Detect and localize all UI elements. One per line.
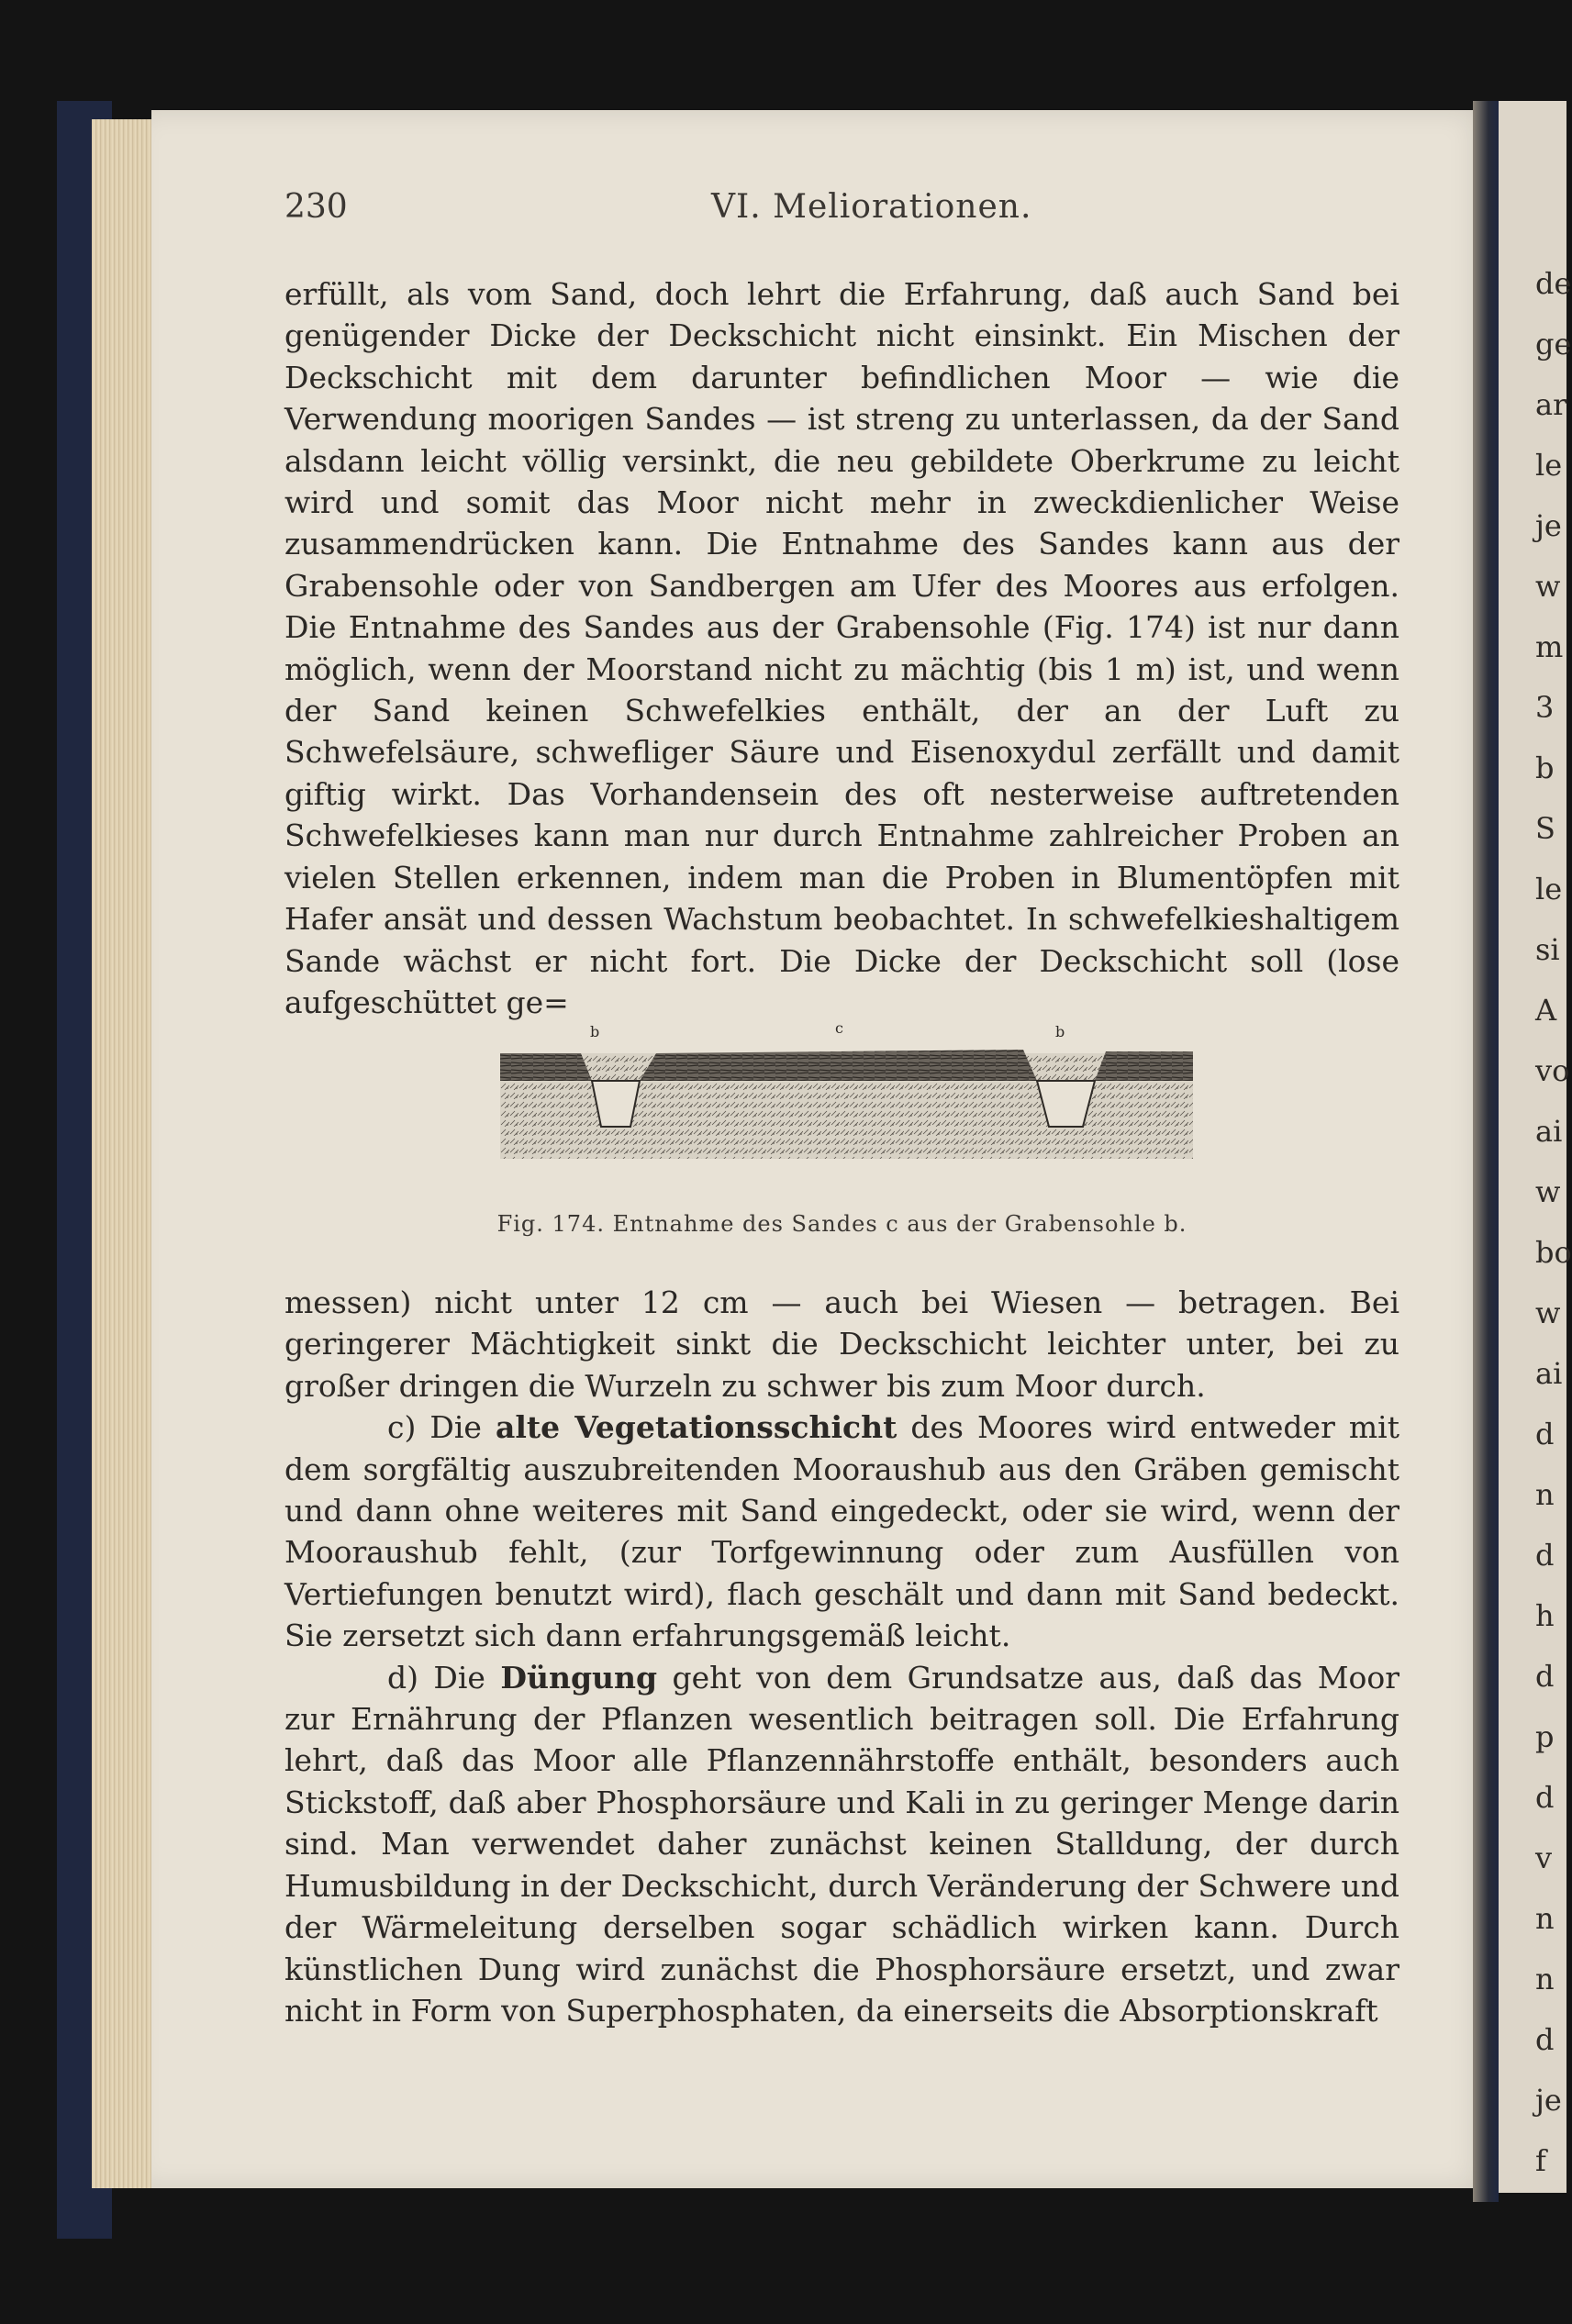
facing-page-text-fragment: p [1535, 1719, 1555, 1754]
paragraph-prefix: c) Die [387, 1409, 496, 1446]
facing-page-text-fragment: d [1535, 1780, 1555, 1815]
facing-page-text-fragment: si [1535, 932, 1560, 967]
facing-page-text-fragment: 3 [1535, 690, 1555, 725]
facing-page-text-fragment: n [1535, 1962, 1555, 1996]
facing-page-text-fragment: n [1535, 1901, 1555, 1936]
facing-page-text-fragment: d [1535, 1417, 1555, 1451]
label-b-left: b [590, 1023, 600, 1040]
facing-page-text-fragment: h [1535, 1598, 1555, 1633]
facing-page-text-fragment: de [1535, 266, 1572, 301]
facing-page-text-fragment: n [1535, 1477, 1555, 1512]
facing-page-text-fragment: ai [1535, 1114, 1563, 1149]
ditch-left [592, 1081, 640, 1127]
text-block-lower [284, 1282, 1399, 2031]
label-b-right: b [1055, 1023, 1065, 1040]
page-number: 230 [284, 188, 348, 226]
paragraph-d [284, 1657, 1399, 2032]
facing-page-text-fragment: w [1535, 1174, 1561, 1209]
facing-page-text-fragment: je [1535, 2083, 1562, 2118]
book-gutter [1473, 101, 1499, 2202]
facing-page-text-fragment: f [1535, 2143, 1546, 2178]
paragraph-body: des Moores wird entweder mit dem sorgfältig auszubreitenden Mooraushub aus den Gräben gemischt und dann ohne weiteres mit Sand eingedeckt, oder sie wird, wenn der Mooraushub fehlt, (zur Torfgewinnung oder zum Ausfüllen von Vertiefungen benutzt wird), flach geschält und dann mit Sand bedeckt. Sie zersetzt sich dann erfahrungsgemäß leicht. [284, 1409, 1399, 1654]
facing-page-text-fragment: d [1535, 1659, 1555, 1694]
facing-page-text-fragment: w [1535, 1295, 1561, 1330]
facing-page-text-fragment: S [1535, 811, 1555, 846]
text-block-upper [284, 273, 1399, 1023]
figure-grabensohle-diagram [500, 1017, 1193, 1191]
facing-page-text-fragment: vo [1535, 1053, 1570, 1088]
bold-term: alte Vegetationsschicht [496, 1409, 897, 1446]
bold-term: Düngung [500, 1659, 658, 1696]
facing-page-text-fragment: b [1535, 751, 1555, 785]
facing-page-text-fragment: ai [1535, 1356, 1563, 1391]
peat-layer-middle [640, 1050, 1037, 1081]
facing-page-text-fragment: d [1535, 1538, 1555, 1573]
facing-page-text-fragment: v [1535, 1840, 1553, 1875]
peat-layer-left [500, 1053, 592, 1081]
paragraph: messen) nicht unter 12 cm — auch bei Wiesen — betragen. Bei geringerer Mächtigkeit sinkt die Deckschicht leichter unter, bei zu großer dringen die Wurzeln zu schwer bis zum Moor durch. [284, 1284, 1399, 1404]
page-stack-edge [92, 119, 156, 2188]
paragraph-prefix: d) Die [387, 1659, 501, 1696]
figure-caption: Fig. 174. Entnahme des Sandes c aus der Grabensohle b. [496, 1211, 1187, 1237]
facing-page-text-fragment: bo [1535, 1235, 1572, 1270]
page-header [284, 188, 1399, 234]
facing-page-text-fragment: m [1535, 629, 1564, 664]
facing-page-text-fragment: w [1535, 569, 1561, 604]
paragraph-body: geht von dem Grundsatze aus, daß das Moor zur Ernährung der Pflanzen wesentlich beitragen soll. Die Erfahrung lehrt, daß das Moor alle Pflanzennährstoffe enthält, besonders auch Stickstoff, daß aber Phosphorsäure und Kali in zu geringer Menge darin sind. Man verwendet daher zunächst keinen Stalldung, der durch Humusbildung in der Deckschicht, durch Veränderung der Schwere und der Wärmeleitung derselben sogar schädlich wirken kann. Durch künstlichen Dung wird zunächst die Phosphorsäure ersetzt, und zwar nicht in Form von Superphosphaten, da einerseits die Absorptionskraft [284, 1659, 1399, 2029]
facing-page-text-fragment: le [1535, 448, 1563, 483]
facing-page-text-fragment: le [1535, 872, 1563, 906]
peat-layer-right [1095, 1051, 1193, 1081]
paragraph-c [284, 1407, 1399, 1656]
facing-page-text-fragment: je [1535, 508, 1562, 543]
running-title: VI. Meliorationen. [711, 188, 1032, 226]
facing-page-text-fragment: ge [1535, 327, 1572, 361]
facing-page-fragment [1499, 101, 1572, 2193]
paragraph: erfüllt, als vom Sand, doch lehrt die Erfahrung, daß auch Sand bei genügender Dicke der Deckschicht nicht einsinkt. Ein Mischen der Deckschicht mit dem darunter befindlichen Moor — wie die Verwendung moorigen Sandes — ist streng zu unterlassen, da der Sand alsdann leicht völlig versinkt, die neu gebildete Oberkrume zu leicht wird und somit das Moor nicht mehr in zweckdienlicher Weise zusammendrücken kann. Die Entnahme des Sandes kann aus der Grabensohle oder von Sandbergen am Ufer des Moores aus erfolgen. Die Entnahme des Sandes aus der Grabensohle (Fig. 174) ist nur dann möglich, wenn der Moorstand nicht zu mächtig (bis 1 m) ist, und wenn der Sand keinen Schwefelkies enthält, der an der Luft zu Schwefelsäure, schwefliger Säure und Eisenoxydul zerfällt und damit giftig wirkt. Das Vorhandensein des oft nesterweise auftretenden Schwefelkieses kann man nur durch Entnahme zahlreicher Proben an vielen Stellen erkennen, indem man die Proben in Blumentöpfen mit Hafer ansät und dessen Wachstum beobachtet. In schwefelkieshaltigem Sande wächst er nicht fort. Die Dicke der Deckschicht soll (lose aufgeschüttet ge= [284, 276, 1399, 1020]
facing-page-text-fragment: ar [1535, 387, 1567, 422]
facing-page-text-fragment: A [1535, 993, 1557, 1028]
facing-page-text-fragment: d [1535, 2022, 1555, 2057]
label-c: c [835, 1019, 843, 1037]
